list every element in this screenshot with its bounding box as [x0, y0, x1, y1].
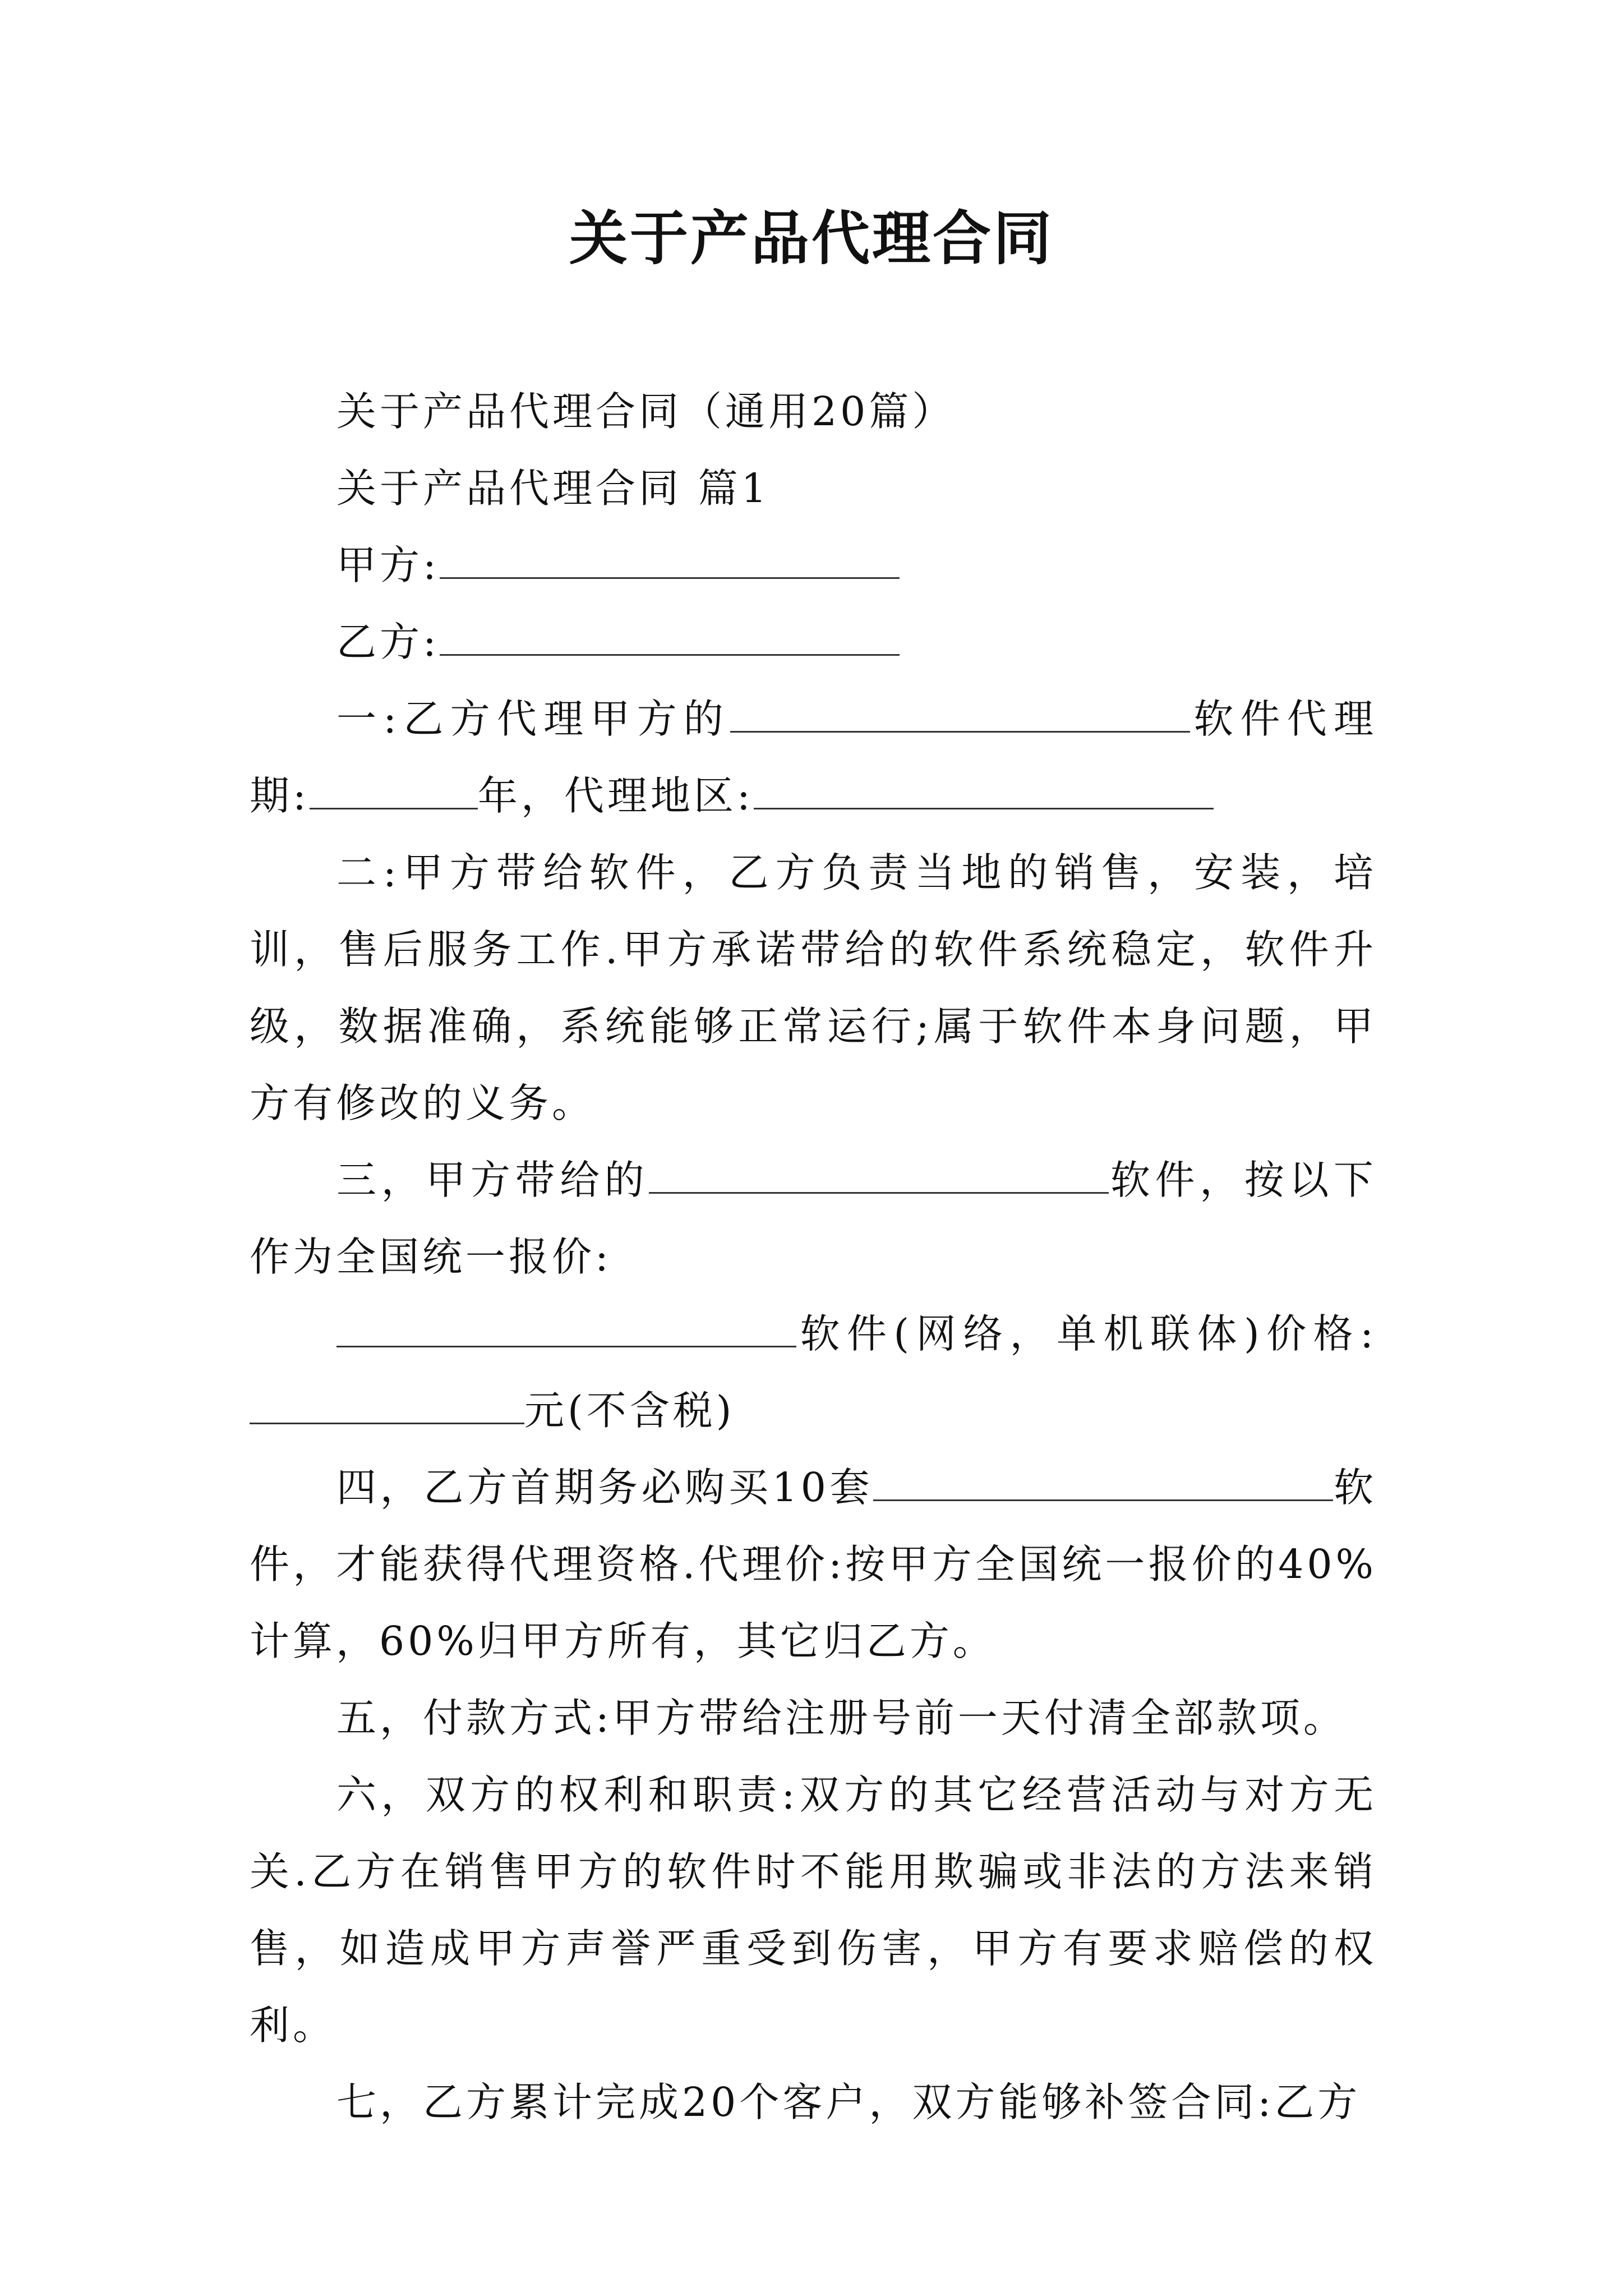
software-name-blank: [730, 687, 1190, 733]
software-type-blank: [336, 1302, 796, 1347]
clause-6-text: 六，双方的权利和职责:双方的其它经营活动与对方无关.乙方在销售甲方的软件时不能用欺骗或非法的方法来销售，如造成甲方声誉严重受到伤害，甲方有要求赔偿的权利。: [250, 1772, 1377, 2049]
party-b-blank: [440, 610, 900, 656]
clause-6-paragraph: [250, 1756, 1377, 2064]
clause-1-paragraph: [250, 680, 1377, 834]
clause-7-text: 七，乙方累计完成20个客户，双方能够补签合同:乙方: [336, 2079, 1361, 2125]
clause-1-year-suffix: 年，代理地区:: [477, 772, 754, 819]
party-b-label: 乙方:: [336, 619, 440, 665]
clause-3-before-blank: 三，甲方带给的: [336, 1157, 649, 1203]
clause-5-text: 五，付款方式:甲方带给注册号前一天付清全部款项。: [336, 1695, 1347, 1741]
agency-region-blank: [754, 764, 1214, 809]
document-body: [250, 373, 1377, 2141]
clause-7-paragraph: [250, 2064, 1377, 2141]
agency-years-blank: [310, 764, 478, 809]
clause-3-software-blank: [649, 1148, 1109, 1194]
clause-4-software-blank: [873, 1456, 1333, 1501]
party-a-blank: [440, 533, 900, 579]
clause-3-paragraph: [250, 1142, 1377, 1295]
clause-4-paragraph: [250, 1449, 1377, 1680]
clause-3b-after-blank: 软件(网络，单机联体)价格:: [796, 1310, 1377, 1357]
clause-3-after-blank: 软件，按以下作为全国统一报价:: [250, 1157, 1377, 1280]
party-b-line: [250, 604, 1377, 680]
clause-1-before-blank: 一:乙方代理甲方的: [336, 696, 731, 742]
section-heading-paragraph: [250, 450, 1377, 527]
party-a-label: 甲方:: [336, 542, 440, 588]
section-heading-text: 关于产品代理合同 篇1: [336, 465, 770, 512]
clause-2-text: 二:甲方带给软件，乙方负责当地的销售，安装，培训，售后服务工作.甲方承诺带给的软件系统稳定，软件升级，数据准确，系统能够正常运行;属于软件本身问题，甲方有修改的义务。: [250, 849, 1377, 1126]
clause-5-paragraph: [250, 1680, 1377, 1756]
subtitle-paragraph: [250, 373, 1377, 450]
clause-2-paragraph: [250, 834, 1377, 1142]
party-a-line: [250, 527, 1377, 604]
clause-1-after-blank: 软件代理期:: [250, 696, 1377, 819]
price-blank: [250, 1379, 524, 1424]
subtitle-text: 关于产品代理合同（通用20篇）: [336, 388, 956, 435]
clause-4-after-blank: 软件，才能获得代理资格.代理价:按甲方全国统一报价的40%计算，60%归甲方所有，其它归乙方。: [250, 1464, 1377, 1664]
clause-3b-price-suffix: 元(不含税): [524, 1387, 735, 1434]
clause-3b-paragraph: [250, 1295, 1377, 1449]
clause-4-before-blank: 四，乙方首期务必购买10套: [336, 1464, 874, 1511]
document-title: 关于产品代理合同: [569, 204, 1054, 273]
